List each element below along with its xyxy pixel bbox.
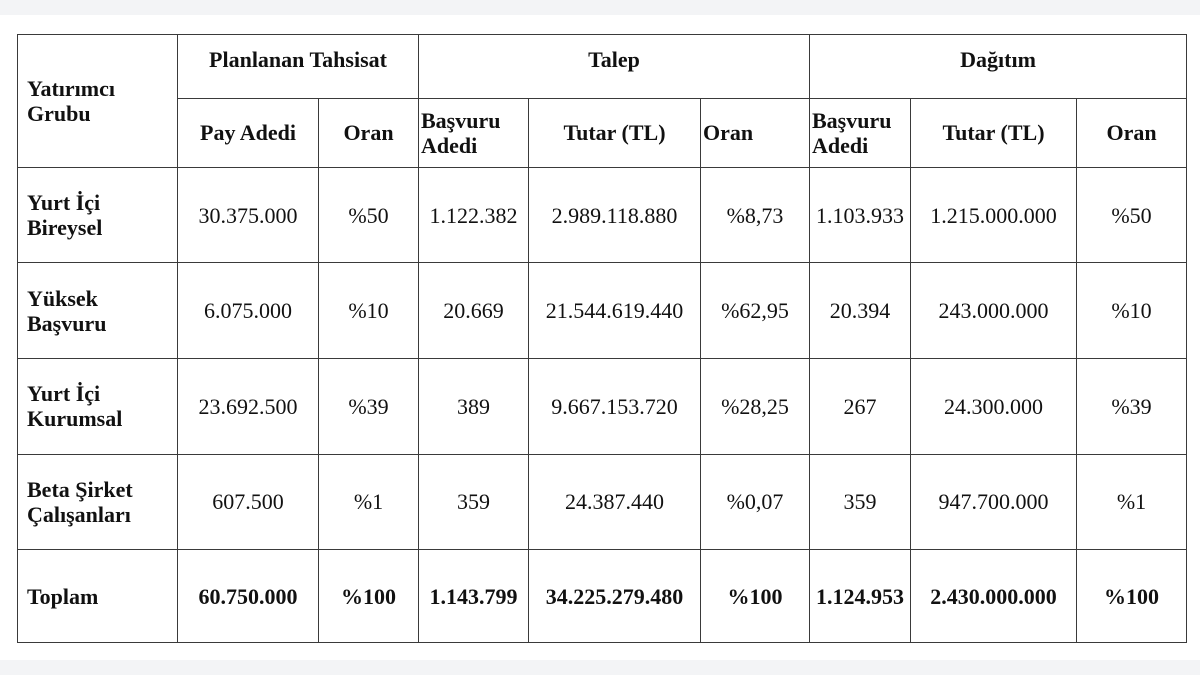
row-group-line1: Yüksek [27, 285, 98, 311]
row-group-line1: Yurt İçi [27, 381, 101, 407]
distribution-header: Dağıtım [810, 35, 1187, 99]
row-group-label [18, 167, 178, 263]
table-row [18, 263, 1187, 359]
dist-applications-cell: 1.103.933 [810, 167, 911, 263]
table-row [18, 167, 1187, 263]
demand-amount-cell: 24.387.440 [529, 454, 701, 550]
dist-amount-cell: 24.300.000 [911, 359, 1077, 455]
row-group-line2: Bireysel [27, 215, 103, 241]
dist-amount-header: Tutar (TL) [911, 99, 1077, 167]
row-group-line2: Kurumsal [27, 406, 123, 432]
demand-applications-header-line2: Adedi [421, 133, 478, 159]
dist-ratio-cell: %50 [1077, 167, 1187, 263]
dist-amount-cell: 243.000.000 [911, 263, 1077, 359]
demand-amount-cell: 21.544.619.440 [529, 263, 701, 359]
row-group-label [18, 359, 178, 455]
table-row [18, 359, 1187, 455]
total-row [18, 550, 1187, 643]
planned-shares-cell: 6.075.000 [178, 263, 319, 359]
row-group-label [18, 263, 178, 359]
dist-amount-cell: 1.215.000.000 [911, 167, 1077, 263]
row-group-line2: Çalışanları [27, 502, 131, 528]
demand-applications-cell: 359 [419, 454, 529, 550]
header-row-columns [18, 99, 1187, 167]
demand-amount-header: Tutar (TL) [529, 99, 701, 167]
demand-applications-header [419, 99, 529, 167]
demand-ratio-cell: %0,07 [701, 454, 810, 550]
planned-ratio-header: Oran [319, 99, 419, 167]
dist-ratio-cell: %10 [1077, 263, 1187, 359]
demand-header: Talep [419, 35, 810, 99]
demand-ratio-cell: %62,95 [701, 263, 810, 359]
row-group-line2: Başvuru [27, 310, 107, 336]
planned-shares-header: Pay Adedi [178, 99, 319, 167]
planned-ratio-cell: %50 [319, 167, 419, 263]
total-dist-ratio: %100 [1077, 550, 1187, 643]
demand-applications-header-line1: Başvuru [421, 107, 501, 133]
document-page [0, 15, 1200, 660]
dist-ratio-header: Oran [1077, 99, 1187, 167]
table-row [18, 454, 1187, 550]
demand-ratio-cell: %8,73 [701, 167, 810, 263]
row-group-line1: Yurt İçi [27, 189, 101, 215]
demand-ratio-cell: %28,25 [701, 359, 810, 455]
investor-group-header [18, 35, 178, 168]
dist-applications-header [810, 99, 911, 167]
planned-shares-cell: 30.375.000 [178, 167, 319, 263]
investor-group-header-line2: Grubu [27, 100, 91, 126]
planned-allocation-header: Planlanan Tahsisat [178, 35, 419, 99]
planned-shares-cell: 607.500 [178, 454, 319, 550]
total-label: Toplam [18, 550, 178, 643]
total-dist-applications: 1.124.953 [810, 550, 911, 643]
header-row-groups [18, 35, 1187, 99]
dist-applications-cell: 359 [810, 454, 911, 550]
dist-ratio-cell: %39 [1077, 359, 1187, 455]
total-dist-amount: 2.430.000.000 [911, 550, 1077, 643]
row-group-label [18, 454, 178, 550]
demand-applications-cell: 20.669 [419, 263, 529, 359]
total-planned-ratio: %100 [319, 550, 419, 643]
demand-applications-cell: 1.122.382 [419, 167, 529, 263]
dist-amount-cell: 947.700.000 [911, 454, 1077, 550]
dist-ratio-cell: %1 [1077, 454, 1187, 550]
demand-amount-cell: 2.989.118.880 [529, 167, 701, 263]
demand-ratio-header: Oran [701, 99, 810, 167]
planned-ratio-cell: %10 [319, 263, 419, 359]
dist-applications-cell: 267 [810, 359, 911, 455]
row-group-line1: Beta Şirket [27, 476, 133, 502]
demand-amount-cell: 9.667.153.720 [529, 359, 701, 455]
dist-applications-cell: 20.394 [810, 263, 911, 359]
allocation-table [17, 34, 1187, 643]
planned-ratio-cell: %1 [319, 454, 419, 550]
demand-applications-cell: 389 [419, 359, 529, 455]
investor-group-header-line1: Yatırımcı [27, 75, 115, 101]
total-demand-ratio: %100 [701, 550, 810, 643]
total-demand-amount: 34.225.279.480 [529, 550, 701, 643]
planned-shares-cell: 23.692.500 [178, 359, 319, 455]
total-demand-applications: 1.143.799 [419, 550, 529, 643]
total-planned-shares: 60.750.000 [178, 550, 319, 643]
dist-applications-header-line2: Adedi [812, 133, 869, 159]
planned-ratio-cell: %39 [319, 359, 419, 455]
dist-applications-header-line1: Başvuru [812, 107, 892, 133]
